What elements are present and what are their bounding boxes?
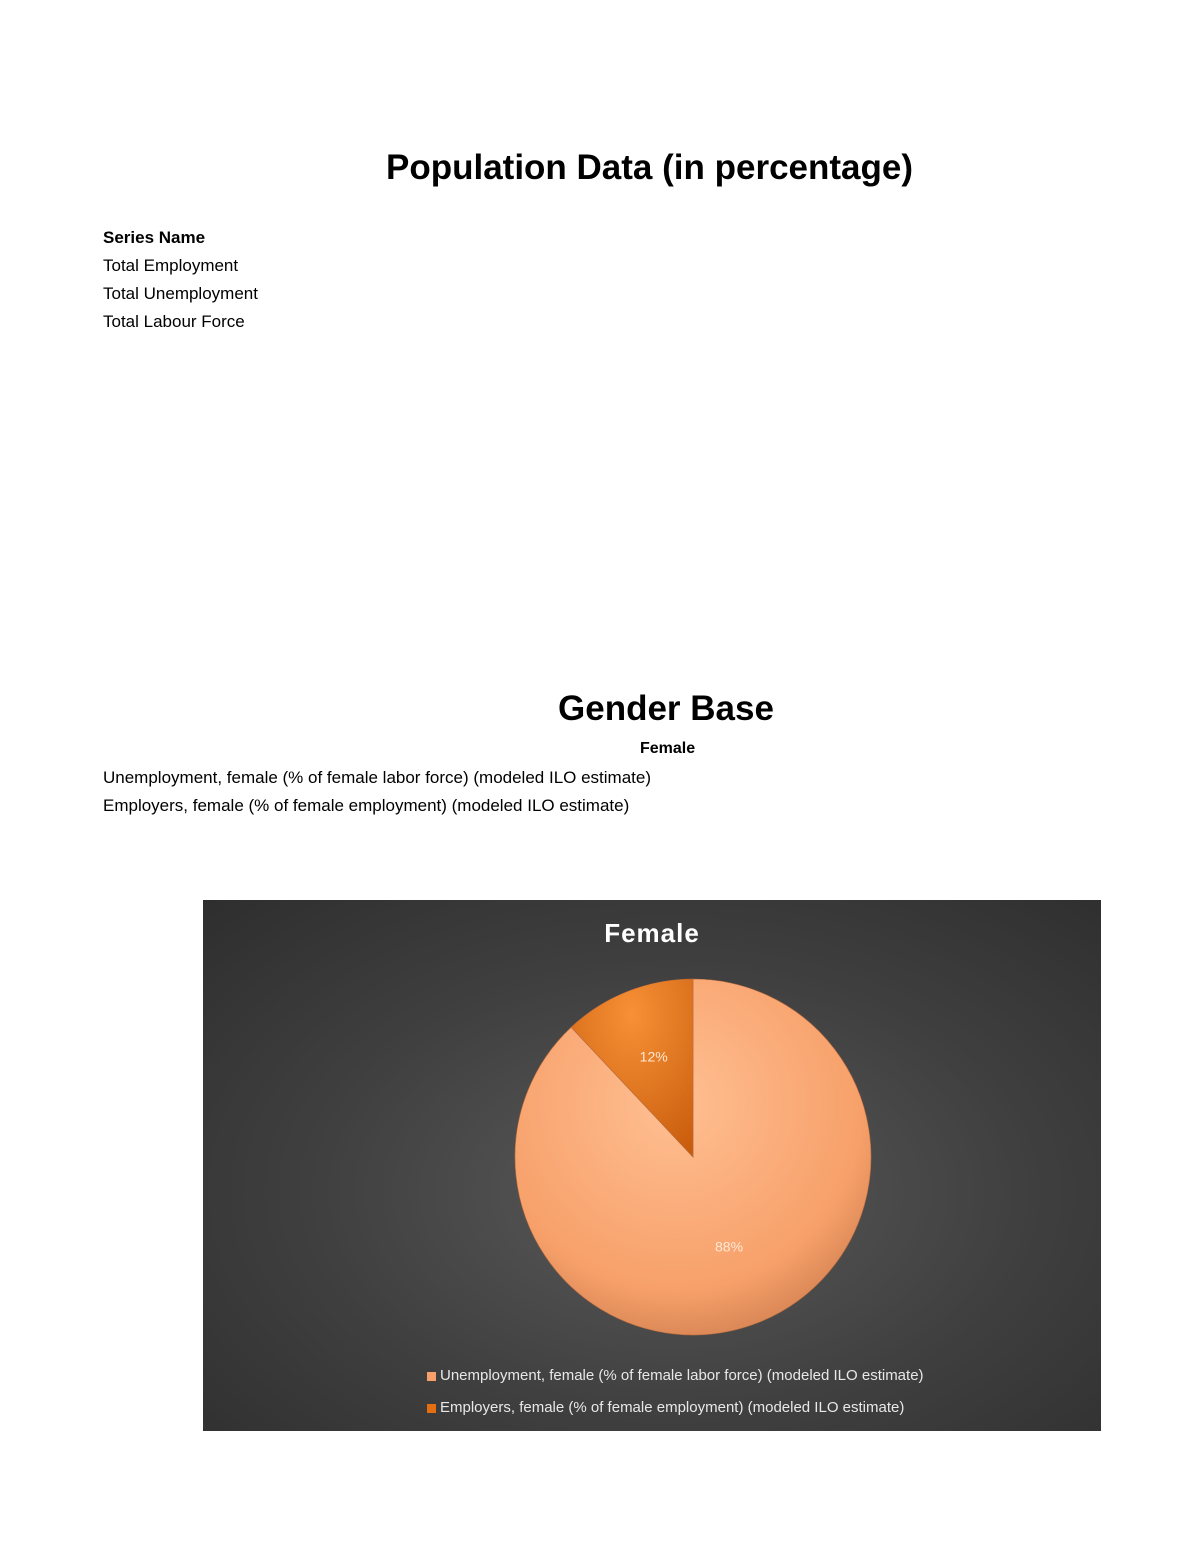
page-title: Population Data (in percentage) — [386, 148, 913, 187]
section-title: Gender Base — [558, 689, 774, 728]
legend-swatch — [427, 1372, 436, 1381]
series-row: Total Labour Force — [103, 312, 245, 331]
pie-chart-canvas — [203, 900, 1101, 1431]
series-header: Series Name — [103, 228, 206, 247]
legend-item — [427, 1392, 924, 1424]
gender-table — [103, 764, 651, 820]
data-label: 88% — [715, 1238, 744, 1255]
series-table — [103, 224, 258, 336]
series-row: Total Unemployment — [103, 284, 258, 303]
gender-row: Employers, female (% of female employment) (modeled ILO estimate) — [103, 796, 630, 815]
column-header: Female — [640, 740, 696, 757]
data-label: 12% — [639, 1048, 668, 1065]
chart-title: Female — [604, 918, 700, 948]
legend-swatch — [427, 1404, 436, 1413]
legend-item — [427, 1360, 924, 1392]
legend-label: Unemployment, female (% of female labor force) (modeled ILO estimate) — [440, 1367, 924, 1384]
gender-row: Unemployment, female (% of female labor force) (modeled ILO estimate) — [103, 768, 652, 787]
legend-label: Employers, female (% of female employment) (modeled ILO estimate) — [440, 1399, 905, 1416]
series-row: Total Employment — [103, 256, 239, 275]
chart-legend — [427, 1360, 924, 1424]
pie-chart — [203, 900, 1101, 1431]
